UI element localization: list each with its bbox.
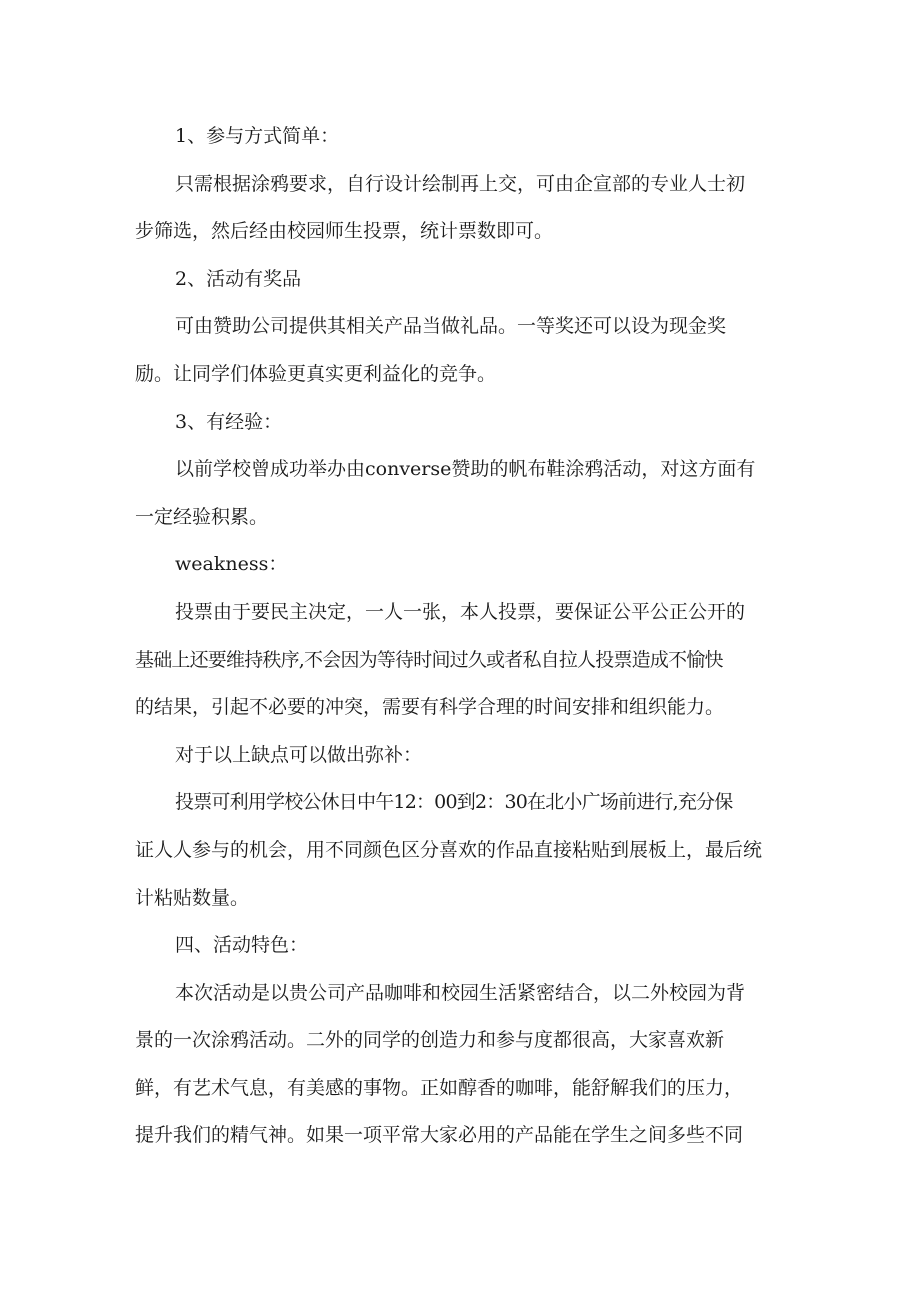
text-line: 景的一次涂鸦活动。二外的同学的创造力和参与度都很高，大家喜欢新 (135, 1029, 725, 1052)
paragraph-prizes-detail (135, 303, 790, 398)
text-line: 四、活动特色： (175, 934, 309, 957)
heading-experience (135, 399, 790, 447)
text-line: 步筛选，然后经由校园师生投票，统计票数即可。 (135, 220, 554, 243)
document-body (135, 113, 790, 1160)
text-line: 以前学校曾成功举办由converse赞助的帆布鞋涂鸦活动，对这方面有 (175, 458, 756, 481)
text-line: 计粘贴数量。 (135, 886, 250, 909)
text-line: 励。让同学们体验更真实更利益化的竞争。 (135, 362, 497, 385)
text-line: weakness： (175, 553, 288, 576)
text-line: 本次活动是以贵公司产品咖啡和校园生活紧密结合，以二外校园为背 (175, 981, 746, 1004)
heading-prizes (135, 256, 790, 304)
text-line: 3、有经验： (175, 410, 283, 433)
heading-easy-participation (135, 113, 790, 161)
text-line: 2、活动有奖品 (175, 267, 302, 290)
paragraph-experience-detail (135, 446, 790, 541)
text-line: 对于以上缺点可以做出弥补： (175, 743, 423, 766)
heading-weakness (135, 541, 790, 589)
text-line: 一定经验积累。 (135, 505, 269, 528)
text-line: 可由赞助公司提供其相关产品当做礼品。一等奖还可以设为现金奖 (175, 315, 727, 338)
text-line: 提升我们的精气神。如果一项平常大家必用的产品能在学生之间多些不同 (135, 1124, 744, 1147)
text-line: 的结果，引起不必要的冲突，需要有科学合理的时间安排和组织能力。 (135, 696, 725, 719)
paragraph-remedy-detail (135, 779, 790, 922)
text-line: 只需根据涂鸦要求，自行设计绘制再上交，可由企宣部的专业人士初 (175, 172, 746, 195)
heading-remedy (135, 732, 790, 780)
text-line: 鲜，有艺术气息，有美感的事物。正如醇香的咖啡，能舒解我们的压力， (135, 1076, 744, 1099)
text-line: 基础上还要维持秩序,不会因为等待时间过久或者私自拉人投票造成不愉快 (135, 648, 723, 671)
text-line: 1、参与方式简单： (175, 125, 340, 147)
paragraph-activity-features-detail (135, 970, 790, 1160)
text-line: 证人人参与的机会，用不同颜色区分喜欢的作品直接粘贴到展板上，最后统 (135, 838, 763, 861)
paragraph-weakness-detail (135, 589, 790, 732)
text-line: 投票可利用学校公休日中午12：00到2：30在北小广场前进行,充分保 (175, 791, 733, 814)
paragraph-participation-detail (135, 161, 790, 256)
text-line: 投票由于要民主决定，一人一张，本人投票，要保证公平公正公开的 (175, 600, 746, 623)
heading-activity-features (135, 922, 790, 970)
